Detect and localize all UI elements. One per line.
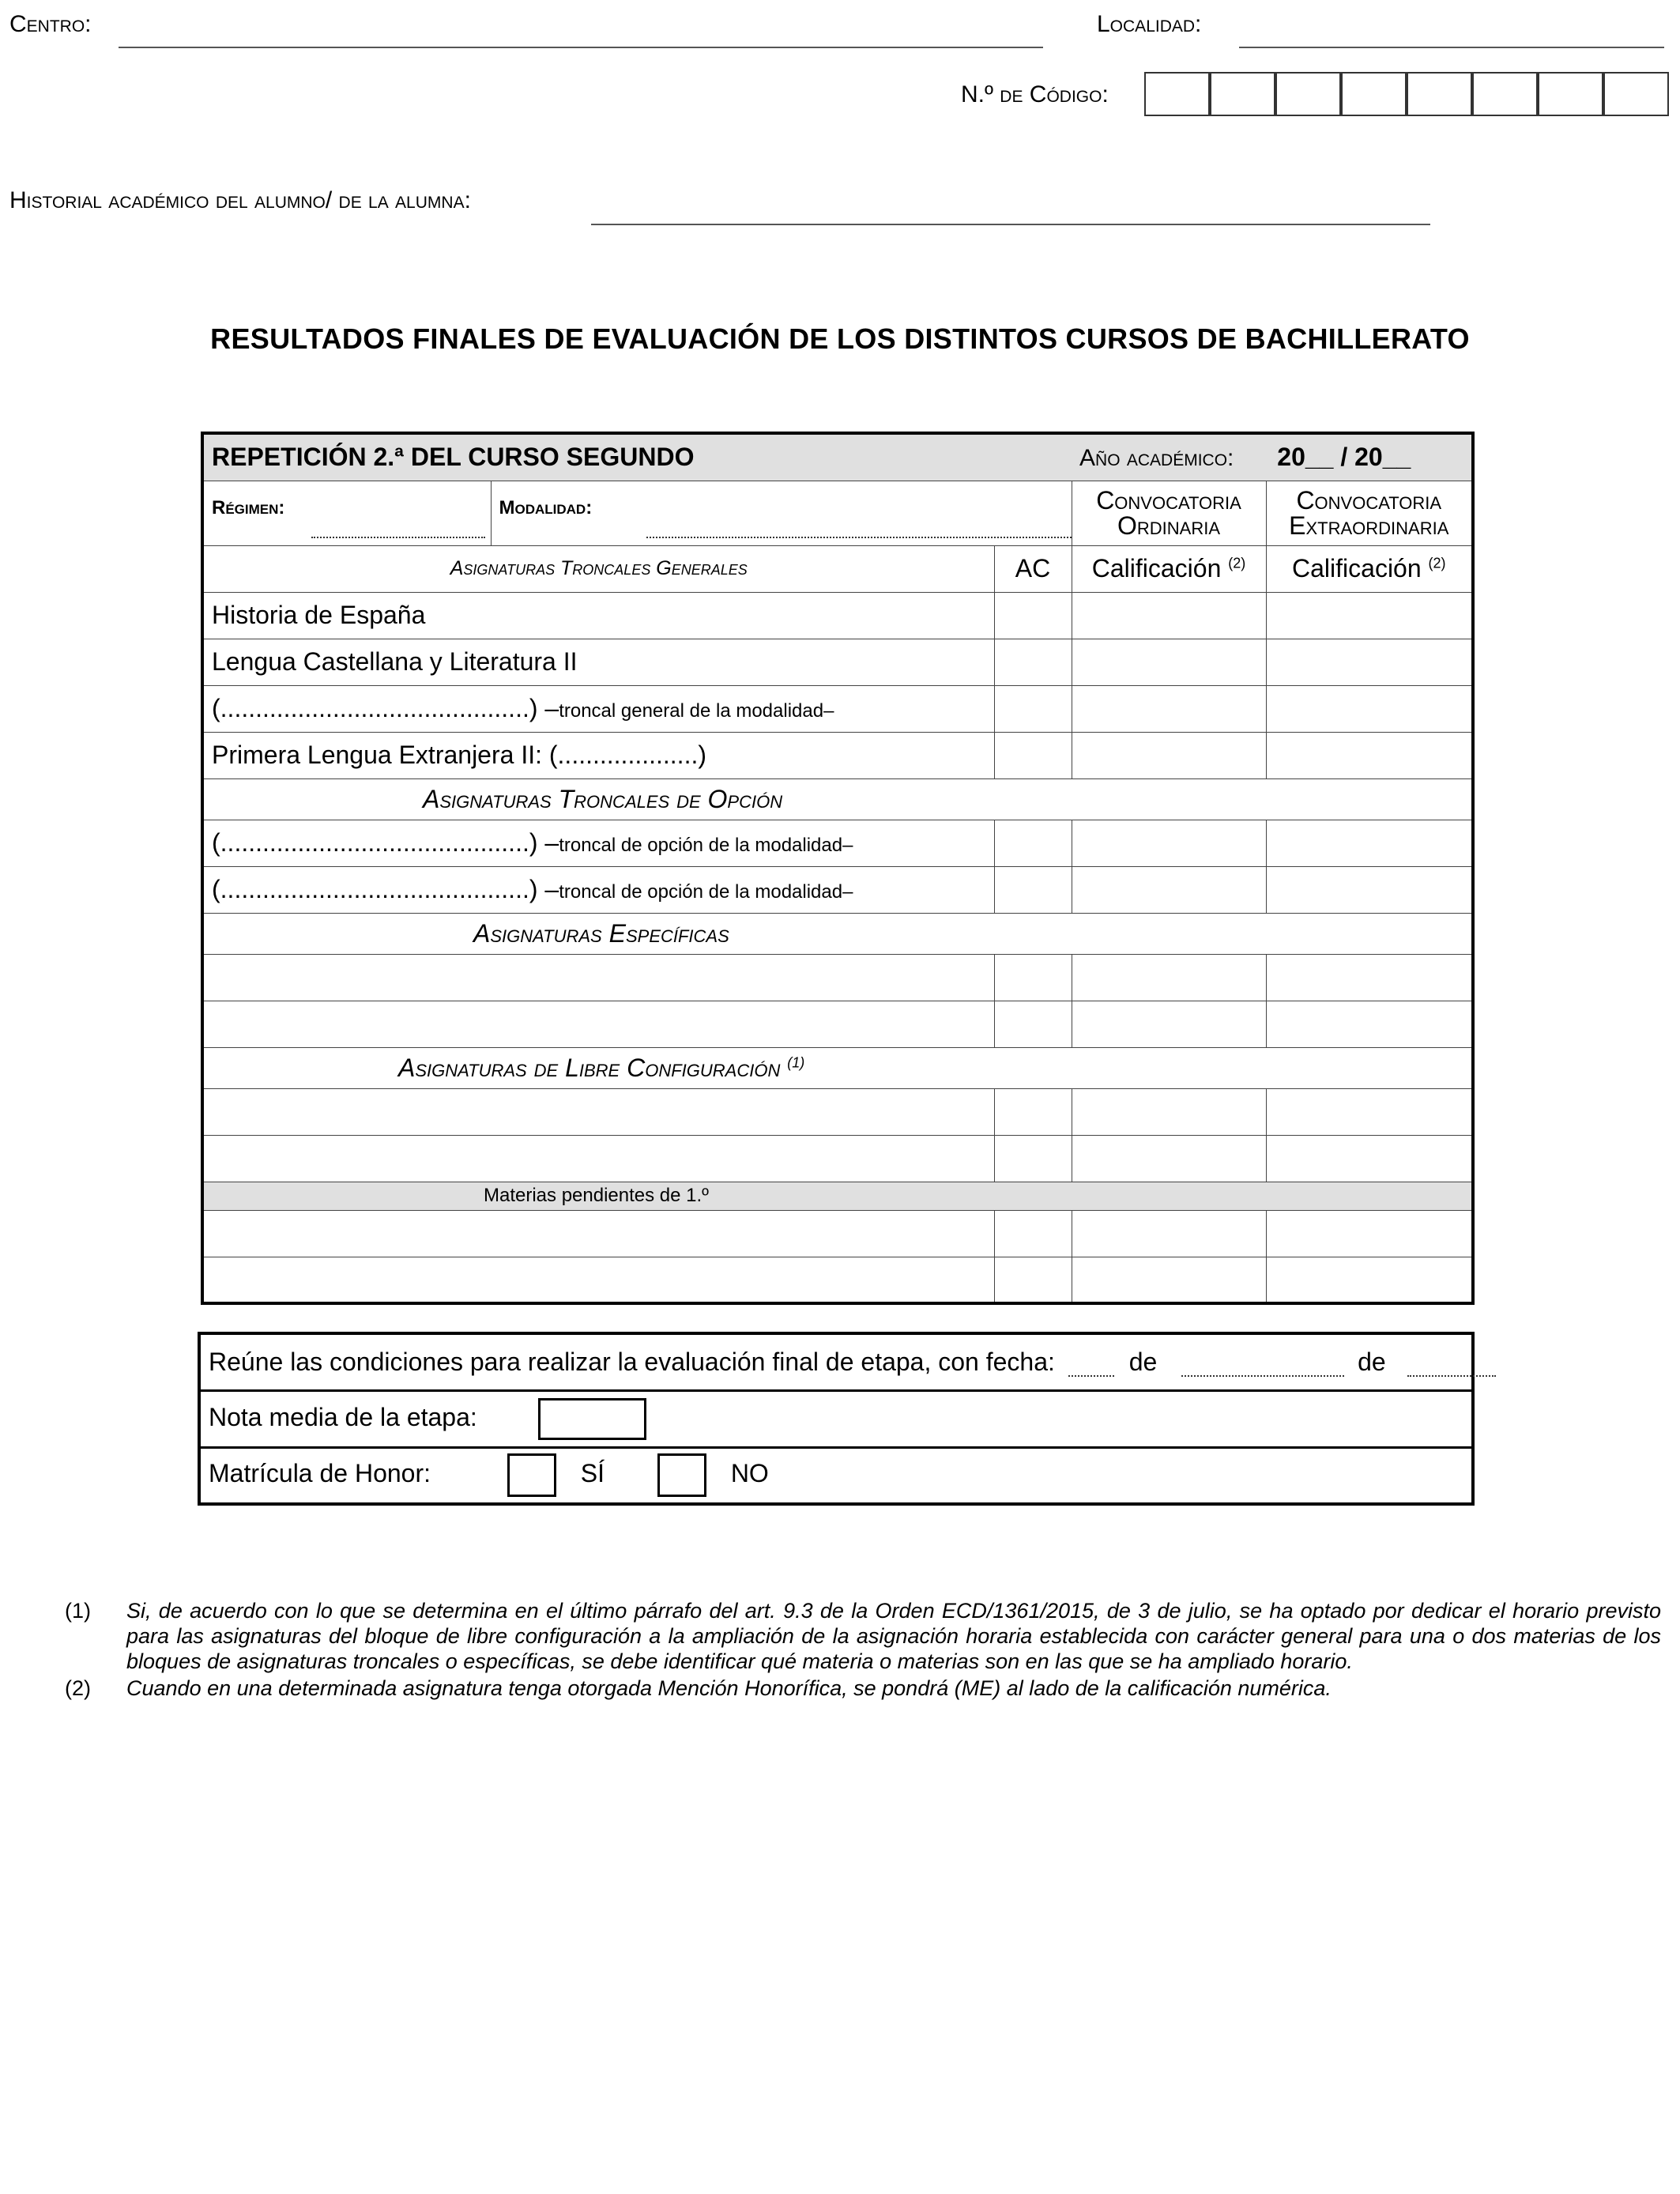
grade-ext-cell[interactable] [1266,866,1473,913]
codigo-box[interactable] [1603,72,1669,116]
grade-ord-cell[interactable] [1072,592,1266,639]
subject-historia: Historia de España [202,592,994,639]
subject-empty[interactable] [202,1257,994,1303]
localidad-field[interactable] [1239,47,1664,48]
codigo-box[interactable] [1341,72,1407,116]
subject-lengua: Lengua Castellana y Literatura II [202,639,994,685]
grade-ord-cell[interactable] [1072,685,1266,732]
subject-troncal-general[interactable] [202,685,994,732]
subject-empty[interactable] [202,954,994,1001]
ac-cell[interactable] [994,592,1072,639]
troncal-opcion-note: troncal de opción de la modalidad– [559,881,853,903]
troncal-general-note: troncal general de la modalidad– [559,700,834,722]
ac-cell[interactable] [994,1135,1072,1182]
grade-ext-cell[interactable] [1266,1210,1473,1257]
grade-ord-cell[interactable] [1072,820,1266,866]
calificacion-label: Calificación [1292,554,1422,582]
troncales-opcion-header: Asignaturas Troncales de Opción [202,778,1473,820]
codigo-box[interactable] [1275,72,1341,116]
ac-cell[interactable] [994,820,1072,866]
matricula-row [199,1447,1473,1504]
nota-media-label: Nota media de la etapa: [209,1402,477,1431]
footnote-2 [65,1676,1661,1704]
subject-primera-lengua[interactable]: Primera Lengua Extranjera II: (....................) [202,732,994,778]
historial-field[interactable] [591,224,1430,225]
regimen-field[interactable] [311,537,485,538]
no-checkbox[interactable] [657,1453,706,1497]
note2-ref: (2) [1228,555,1246,571]
subject-empty[interactable] [202,1001,994,1047]
grade-ord-cell[interactable] [1072,954,1266,1001]
anio-cell [1072,433,1473,481]
codigo-box[interactable] [1538,72,1603,116]
subject-empty[interactable] [202,1210,994,1257]
fecha-mes-field[interactable] [1181,1375,1344,1377]
conv-ext-line2: Extraordinaria [1289,511,1449,540]
ac-cell[interactable] [994,1257,1072,1303]
regimen-label: Régimen: [212,496,285,518]
ac-cell[interactable] [994,1001,1072,1047]
codigo-label: N.º de Código: [961,81,1109,107]
modalidad-field[interactable] [646,537,1072,538]
regimen-cell [202,481,491,545]
footnote-text: Cuando en una determinada asignatura tenga otorgada Mención Honorífica, se pondrá (ME) al lado de la calificación numérica. [126,1676,1332,1700]
calificacion-ext-header [1266,545,1473,592]
grade-ext-cell[interactable] [1266,639,1473,685]
reune-row [199,1333,1473,1390]
troncal-opcion-note: troncal de opción de la modalidad– [559,835,853,856]
grade-ord-cell[interactable] [1072,1210,1266,1257]
libre-config-header [202,1047,1473,1088]
grade-ord-cell[interactable] [1072,866,1266,913]
grade-ext-cell[interactable] [1266,592,1473,639]
codigo-box[interactable] [1144,72,1210,116]
grade-ext-cell[interactable] [1266,732,1473,778]
convocatoria-ordinaria-header [1072,481,1266,545]
fecha-anio-field[interactable] [1407,1375,1496,1377]
centro-label: Centro: [9,11,92,37]
conv-ord-line2: Ordinaria [1117,511,1221,540]
nota-media-box[interactable] [538,1398,646,1440]
grade-ext-cell[interactable] [1266,1257,1473,1303]
troncal-opcion-blank: (............................................) – [212,875,559,903]
grade-ord-cell[interactable] [1072,639,1266,685]
conv-ext-line1: Convocatoria [1296,486,1442,515]
convocatoria-extraordinaria-header [1266,481,1473,545]
pendientes-header: Materias pendientes de 1.º [202,1182,1473,1210]
conv-ord-line1: Convocatoria [1096,486,1241,515]
centro-field[interactable] [119,47,1043,48]
subject-empty[interactable] [202,1088,994,1135]
fecha-dia-field[interactable] [1068,1375,1114,1377]
de-label-2: de [1358,1347,1386,1376]
codigo-box[interactable] [1210,72,1275,116]
footnote-1 [65,1598,1661,1674]
ac-cell[interactable] [994,1088,1072,1135]
ac-cell[interactable] [994,1210,1072,1257]
codigo-box[interactable] [1472,72,1538,116]
note1-ref: (1) [787,1054,805,1070]
grade-ext-cell[interactable] [1266,685,1473,732]
ac-cell[interactable] [994,954,1072,1001]
nota-media-row [199,1390,1473,1447]
reune-label: Reúne las condiciones para realizar la evaluación final de etapa, con fecha: [209,1347,1055,1376]
grade-ext-cell[interactable] [1266,820,1473,866]
anio-label: Año académico: [1079,445,1234,472]
grade-ext-cell[interactable] [1266,954,1473,1001]
grade-ext-cell[interactable] [1266,1135,1473,1182]
troncales-generales-header: Asignaturas Troncales Generales [202,545,994,592]
grade-ord-cell[interactable] [1072,1088,1266,1135]
grade-ext-cell[interactable] [1266,1088,1473,1135]
page-title: RESULTADOS FINALES DE EVALUACIÓN DE LOS DISTINTOS CURSOS DE BACHILLERATO [210,322,1470,355]
footnote-number: (1) [65,1599,91,1623]
troncal-general-blank: (............................................) – [212,694,559,722]
si-label: SÍ [580,1459,605,1488]
anio-value[interactable]: 20__ / 20__ [1277,443,1411,472]
note2-ref: (2) [1428,555,1446,571]
especificas-header: Asignaturas Específicas [202,913,1473,954]
no-label: NO [730,1459,769,1488]
table-heading: REPETICIÓN 2.ª DEL CURSO SEGUNDO [202,433,1072,481]
ac-header: AC [994,545,1072,592]
ac-cell[interactable] [994,732,1072,778]
modalidad-cell [491,481,1072,545]
troncal-opcion-blank: (............................................) – [212,828,559,857]
ac-cell[interactable] [994,866,1072,913]
grade-ord-cell[interactable] [1072,1257,1266,1303]
grade-ord-cell[interactable] [1072,1001,1266,1047]
subject-empty[interactable] [202,1135,994,1182]
si-checkbox[interactable] [507,1453,556,1497]
historial-label: Historial académico del alumno/ de la alumna: [9,187,471,213]
modalidad-label: Modalidad: [499,496,593,518]
localidad-label: Localidad: [1097,11,1202,37]
grade-ord-cell[interactable] [1072,732,1266,778]
subject-troncal-opcion[interactable] [202,820,994,866]
calificacion-label: Calificación [1091,554,1222,582]
footnote-text: Si, de acuerdo con lo que se determina en el último párrafo del art. 9.3 de la Orden ECD/1361/2015, de 3 de julio, se ha optado por dedicar el horario previsto para las asignaturas del bloque de libre configuración a la ampliación de la asignación horaria establecida con carácter general para una o dos materias de los bloques de asignaturas troncales o específicas, se debe identificar qué materia o materias son en las que se ha ampliado horario. [126,1599,1661,1673]
grade-ext-cell[interactable] [1266,1001,1473,1047]
ac-cell[interactable] [994,685,1072,732]
calificacion-ord-header [1072,545,1266,592]
final-evaluation-table [198,1332,1475,1506]
libre-config-label: Asignaturas de Libre Configuración [398,1053,781,1082]
footnote-number: (2) [65,1676,91,1700]
matricula-label: Matrícula de Honor: [209,1459,431,1488]
results-table [201,432,1475,1305]
de-label-1: de [1128,1347,1158,1376]
ac-cell[interactable] [994,639,1072,685]
grade-ord-cell[interactable] [1072,1135,1266,1182]
subject-troncal-opcion[interactable] [202,866,994,913]
codigo-box[interactable] [1407,72,1472,116]
